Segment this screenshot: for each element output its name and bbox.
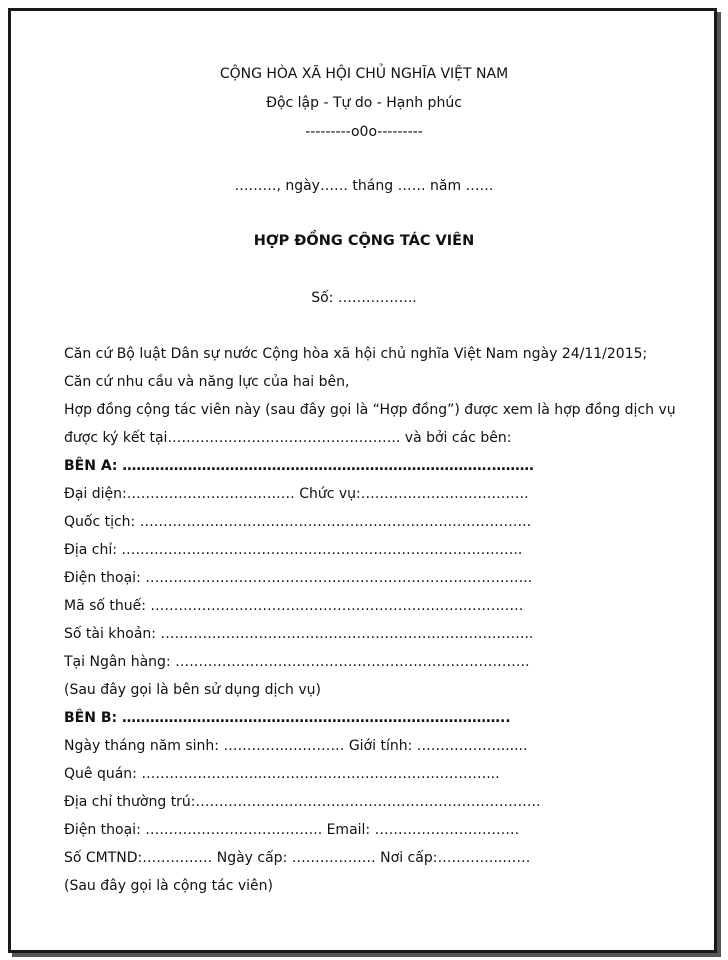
preamble-line: được ký kết tại………………………………………….. và bởi các bên:: [64, 430, 512, 446]
motto: Độc lập - Tự do - Hạnh phúc: [266, 95, 462, 111]
party-b-address: Địa chỉ thường trú:………………………………………………………………..: [64, 794, 541, 810]
preamble-line: Hợp đồng cộng tác viên này (sau đây gọi là “Hợp đồng”) được xem là hợp đồng dịch vụ: [64, 402, 676, 418]
party-b-phone-email: Điện thoại: ……………………………….. Email: ………………………….: [64, 822, 520, 838]
date-line: ………, ngày…… tháng …… năm ……: [234, 178, 494, 194]
party-a-nationality: Quốc tịch: ………………………………………………………….……………..: [64, 514, 532, 530]
party-a-phone: Điện thoại: ………………………………………………………………………..: [64, 570, 533, 586]
party-b-note: (Sau đây gọi là cộng tác viên): [64, 878, 273, 894]
party-a-address: Địa chỉ: …………………………………………………………………………..: [64, 542, 523, 558]
preamble-line: Căn cứ nhu cầu và năng lực của hai bên,: [64, 374, 350, 390]
party-a-representative: Đại diện:……………………………… Chức vụ:………………………………: [64, 486, 529, 502]
document-title: HỢP ĐỒNG CỘNG TÁC VIÊN: [253, 233, 475, 249]
party-a-bank: Tại Ngân hàng: ………………………………………………………………….: [64, 654, 530, 670]
party-a-heading: BÊN A: …………………………………………………………………….………: [64, 458, 534, 474]
party-a-account: Số tài khoản: ……………………………………………………………………..: [64, 626, 534, 642]
header-divider: ---------o0o---------: [305, 124, 423, 140]
party-b-heading: BÊN B: ………………………………………………………………………..: [64, 710, 511, 726]
party-b-id-card: Số CMTND:…………… Ngày cấp: ……………… Nơi cấp:…………..……: [64, 850, 531, 866]
party-b-hometown: Quê quán: ……………………..…………………………………………...: [64, 766, 500, 782]
party-b-birth-gender: Ngày tháng năm sinh: …………..………… Giới tính: ………………......: [64, 738, 528, 754]
contract-number: Số: ……………..: [311, 290, 417, 306]
party-a-note: (Sau đây gọi là bên sử dụng dịch vụ): [64, 682, 321, 698]
preamble-line: Căn cứ Bộ luật Dân sự nước Cộng hòa xã hội chủ nghĩa Việt Nam ngày 24/11/2015;: [64, 346, 648, 362]
country-heading: CỘNG HÒA XÃ HỘI CHỦ NGHĨA VIỆT NAM: [219, 66, 509, 82]
party-a-tax-code: Mã số thuế: …………………………………………………………..…………: [64, 598, 524, 614]
